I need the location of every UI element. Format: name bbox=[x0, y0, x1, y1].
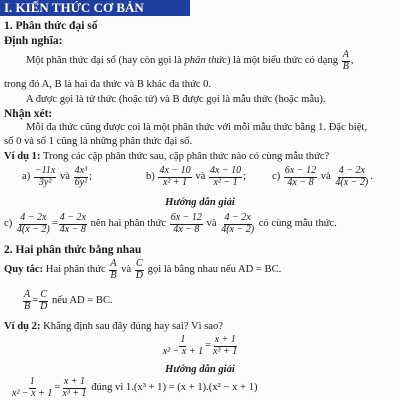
example-1-prompt: Ví dụ 1: Trong các cặp phân thức sau, cặp phân thức nào có cùng mẫu thức? bbox=[4, 151, 330, 162]
definition-line-1: Một phân thức đại số (hay còn gọi là phân thức) là một biểu thức có dạng $\frac{A}{B}$ , bbox=[26, 49, 354, 72]
section-2-title: 2. Hai phân thức bằng nhau bbox=[4, 244, 142, 256]
note-heading: Nhận xét: bbox=[4, 108, 53, 120]
rule-formula: $\frac{A}{B}$ = $\frac{C}{D}$ nếu AD = BC. bbox=[24, 289, 113, 312]
solution-1-body: c) $\frac{4 - 2x}{4(x - 2)}$ = $\frac{4 - 2x}{4x - 8}$ nên hai phân thức $\frac{6x - 12}{4x - 8}$ và $\frac{4 - 2x}{4(x - 2)}$ có cùng mẫu thức. bbox=[4, 212, 337, 235]
fraction-a-over-b: $\frac{A}{B}$ bbox=[342, 49, 349, 72]
option-b: b) $\frac{4x - 10}{\text{x² + 1}}$ và $\frac{4x - 10}{\text{x² − 1}}$ ; bbox=[146, 165, 247, 188]
note-line-1: Mỗi đa thức cũng được coi là một phân thức với mỗi mẫu thức bằng 1. Đặc biệt, bbox=[26, 122, 368, 133]
example-2-prompt: Ví dụ 2: Khẳng định sau đây đúng hay sai? Vì sao? bbox=[4, 321, 224, 332]
option-c: c) $\frac{6x - 12}{4x - 8}$ và $\frac{4 - 2x}{4(x - 2)}$ . bbox=[272, 165, 373, 188]
definition-line-3: A được gọi là tử thức (hoặc tử) và B được gọi là mẫu thức (hoặc mẫu). bbox=[26, 94, 326, 105]
solution-1-heading: Hướng dẫn giải bbox=[165, 197, 235, 208]
solution-2-body: $\frac{1}{\text{x² − x + 1}}$ = $\frac{x + 1}{\text{x³ + 1}}$ đúng vì 1.(x³ + 1) = (x + 1).(x² − x + 1) bbox=[12, 376, 258, 399]
definition-line-2: trong đó A, B là hai đa thức và B khác đa thức 0. bbox=[4, 79, 212, 90]
example-2-equation: $\frac{1}{\text{x² − x + 1}}$ = $\frac{x + 1}{\text{x³ + 1}}$ bbox=[162, 334, 238, 357]
example-1-options bbox=[22, 166, 400, 196]
section-1-title: 1. Phân thức đại số bbox=[4, 20, 98, 32]
solution-2-heading: Hướng dẫn giải bbox=[165, 364, 235, 375]
rule-statement: Quy tắc: Hai phân thức $\frac{A}{B}$ và $\frac{C}{D}$ gọi là bằng nhau nếu AD = BC. bbox=[4, 258, 282, 281]
note-line-2: số 0 và số 1 cũng là những phân thức đại số. bbox=[4, 136, 193, 147]
section-band-title: I. KIẾN THỨC CƠ BẢN bbox=[0, 0, 190, 16]
definition-heading: Định nghĩa: bbox=[4, 35, 63, 47]
option-a: a) $\frac{-11x}{\text{3y²}}$ và $\frac{\text{4x³}}{\text{6y²}}$ ; bbox=[22, 165, 93, 188]
